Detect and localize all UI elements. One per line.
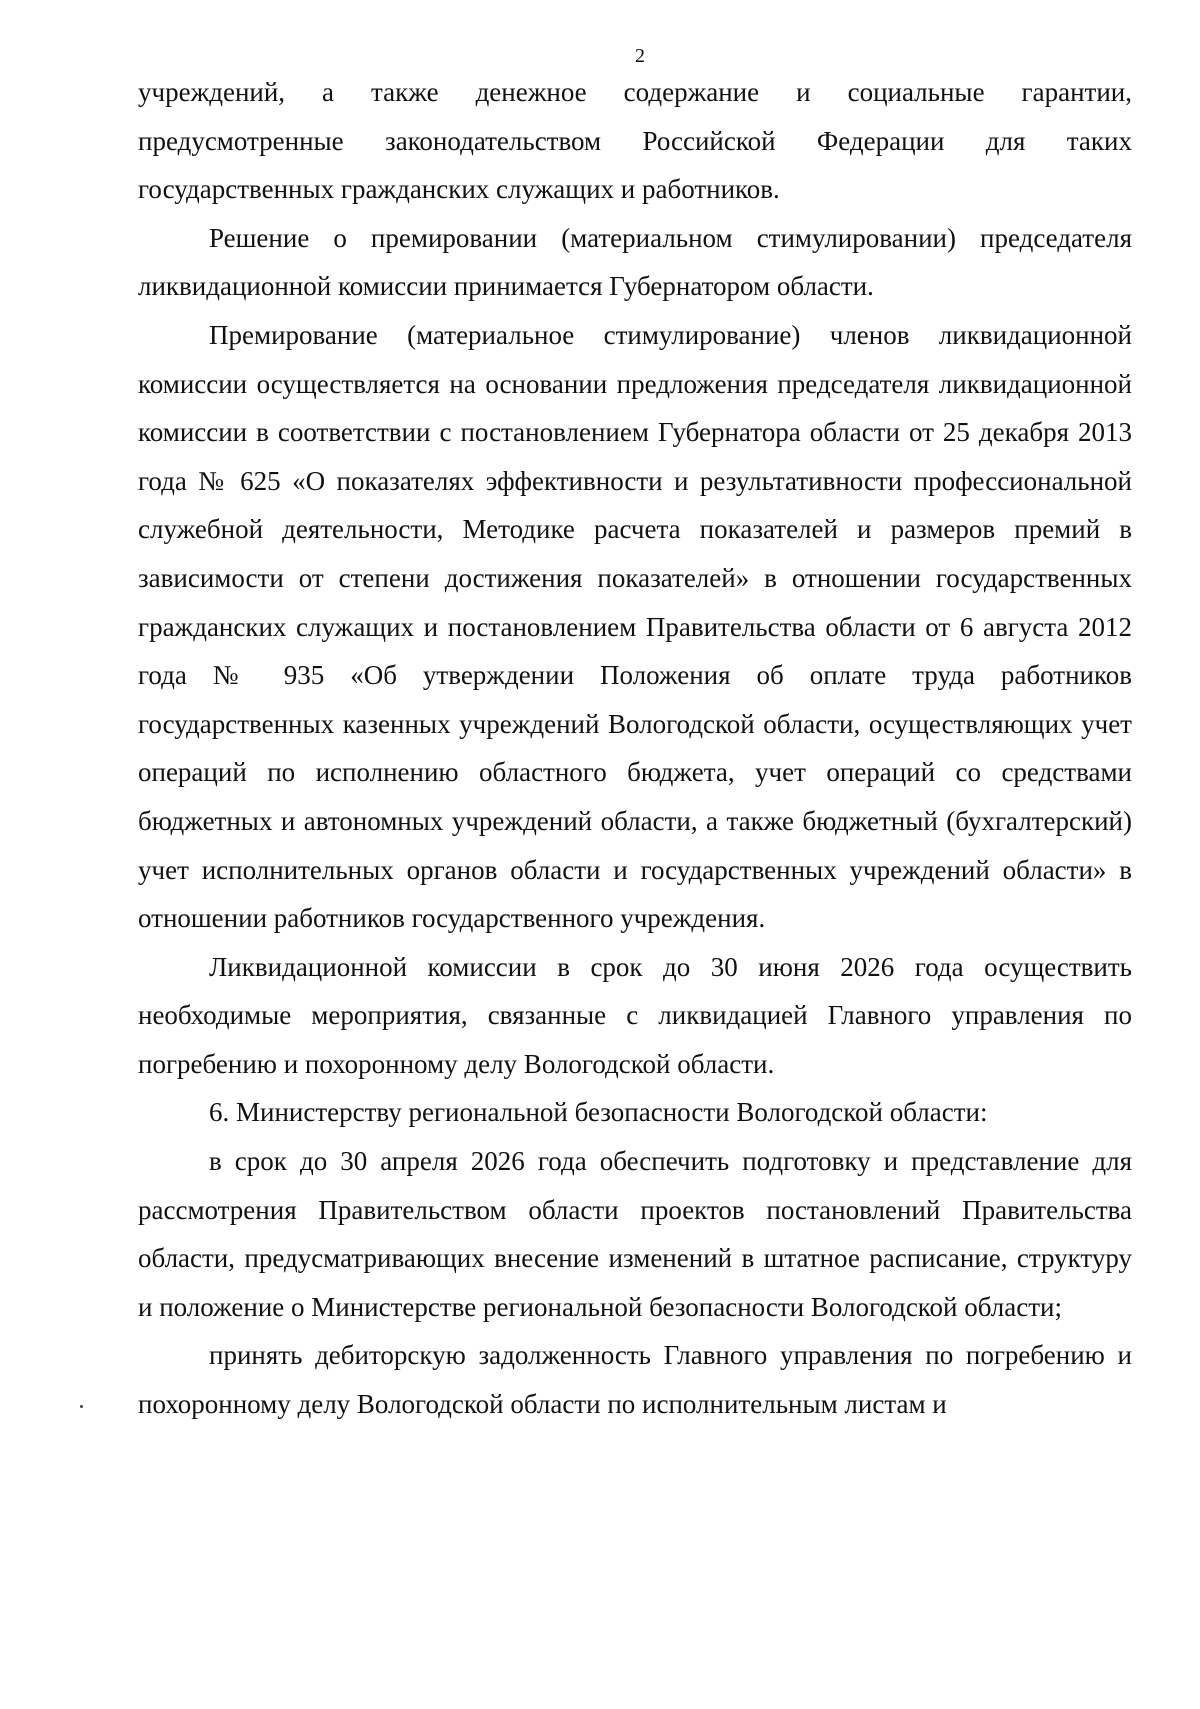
- page-number: 2: [635, 45, 645, 67]
- paragraph-chairman-bonus: Решение о премировании (материальном стимулировании) председателя ликвидационной комиссии принимается Губернатором области.: [138, 222, 1132, 302]
- paragraph-members-bonus: Премирование (материальное стимулирование) членов ликвидационной комиссии осуществляется на основании предложения председателя ликвидационной комиссии в соответствии с постановлением Губернатора области от 25 декабря 2013 года № 625 «О показателях эффективности и результативности профессиональной служебной деятельности, Методике расчета показателей и размеров премий в зависимости от степени достижения показателей» в отношении государственных гражданских служащих и постановлением Правительства области от 6 августа 2012 года № 935 «Об утверждении Положения об оплате труда работников государственных казенных учреждений Вологодской области, осуществляющих учет операций по исполнению областного бюджета, учет операций со средствами бюджетных и автономных учреждений области, а также бюджетный (бухгалтерский) учет исполнительных органов области и государственных учреждений области» в отношении работников государственного учреждения.: [138, 319, 1132, 934]
- paragraph-liquidation-deadline: Ликвидационной комиссии в срок до 30 июня 2026 года осуществить необходимые мероприятия, связанные с ликвидацией Главного управления по погребению и похоронному делу Вологодской области.: [138, 951, 1132, 1079]
- document-body: [138, 68, 1132, 1429]
- paragraph-item-6-heading: 6. Министерству региональной безопасности Вологодской области:: [209, 1097, 988, 1128]
- paragraph-continuation: учреждений, а также денежное содержание и социальные гарантии, предусмотренные законодательством Российской Федерации для таких государственных гражданских служащих и работников.: [138, 77, 1132, 205]
- scan-artifact-dot: [80, 1405, 83, 1408]
- paragraph-item-6-receivables: принять дебиторскую задолженность Главного управления по погребению и похоронному делу Вологодской области по исполнительным листам и: [138, 1340, 1132, 1420]
- paragraph-item-6-staffing: в срок до 30 апреля 2026 года обеспечить подготовку и представление для рассмотрения Правительством области проектов постановлений Правительства области, предусматривающих внесение изменений в штатное расписание, структуру и положение о Министерстве региональной безопасности Вологодской области;: [138, 1146, 1132, 1322]
